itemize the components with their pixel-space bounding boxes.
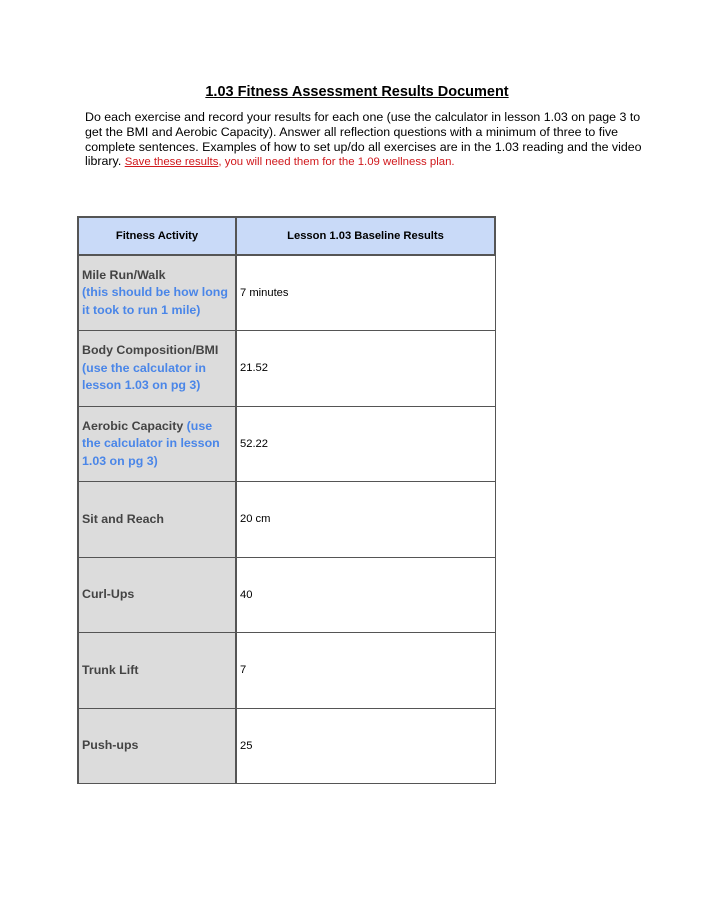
activity-name: Sit and Reach — [82, 511, 164, 526]
result-cell[interactable]: 52.22 — [236, 406, 495, 482]
table-header-row — [78, 217, 495, 255]
table-row — [78, 331, 495, 407]
instructions-text: Do each exercise and record your results for each one (use the calculator in lesson 1.03 on page 3 to get the BMI and Aerobic Capacity). Answer all reflection questions with a minimum of three to five complete sentences. Examples of how to set up/do all exercises are in the 1.03 reading and the video library. — [85, 110, 642, 169]
save-results-underlined: Save these results — [124, 156, 219, 169]
activity-hint: (use the calculator in lesson 1.03 on pg 3) — [82, 418, 220, 468]
table-row — [78, 633, 495, 709]
activity-hint: (this should be how long it took to run 1 mile) — [82, 285, 228, 317]
activity-cell — [78, 708, 236, 784]
result-cell[interactable]: 7 minutes — [236, 255, 495, 331]
instructions-paragraph — [85, 110, 645, 170]
activity-cell — [78, 255, 236, 331]
header-baseline-results: Lesson 1.03 Baseline Results — [236, 217, 495, 255]
activity-name: Curl-Ups — [82, 587, 135, 601]
activity-name: Trunk Lift — [82, 662, 139, 677]
table-row — [78, 557, 495, 633]
activity-name: Push-ups — [82, 738, 139, 752]
table-row — [78, 406, 495, 482]
result-cell[interactable]: 20 cm — [236, 482, 495, 558]
result-cell[interactable]: 40 — [236, 557, 495, 633]
activity-name: Body Composition/BMI — [82, 343, 219, 357]
activity-cell — [78, 406, 236, 482]
activity-name: Mile Run/Walk — [82, 267, 166, 282]
table-row — [78, 482, 495, 558]
result-cell[interactable]: 25 — [236, 708, 495, 784]
result-cell[interactable]: 21.52 — [236, 331, 495, 407]
header-fitness-activity: Fitness Activity — [78, 217, 236, 255]
activity-cell — [78, 633, 236, 709]
document-title: 1.03 Fitness Assessment Results Document — [205, 84, 509, 100]
save-results-note — [125, 156, 455, 168]
fitness-results-table — [77, 216, 496, 784]
activity-cell — [78, 331, 236, 407]
table-row — [78, 255, 495, 331]
activity-name: Aerobic Capacity — [82, 418, 187, 433]
result-cell[interactable]: 7 — [236, 633, 495, 709]
save-results-rest: , you will need them for the 1.09 wellness plan. — [218, 156, 455, 169]
activity-hint: (use the calculator in lesson 1.03 on pg 3) — [82, 360, 206, 392]
activity-cell — [78, 557, 236, 633]
activity-cell — [78, 482, 236, 558]
table-row — [78, 708, 495, 784]
